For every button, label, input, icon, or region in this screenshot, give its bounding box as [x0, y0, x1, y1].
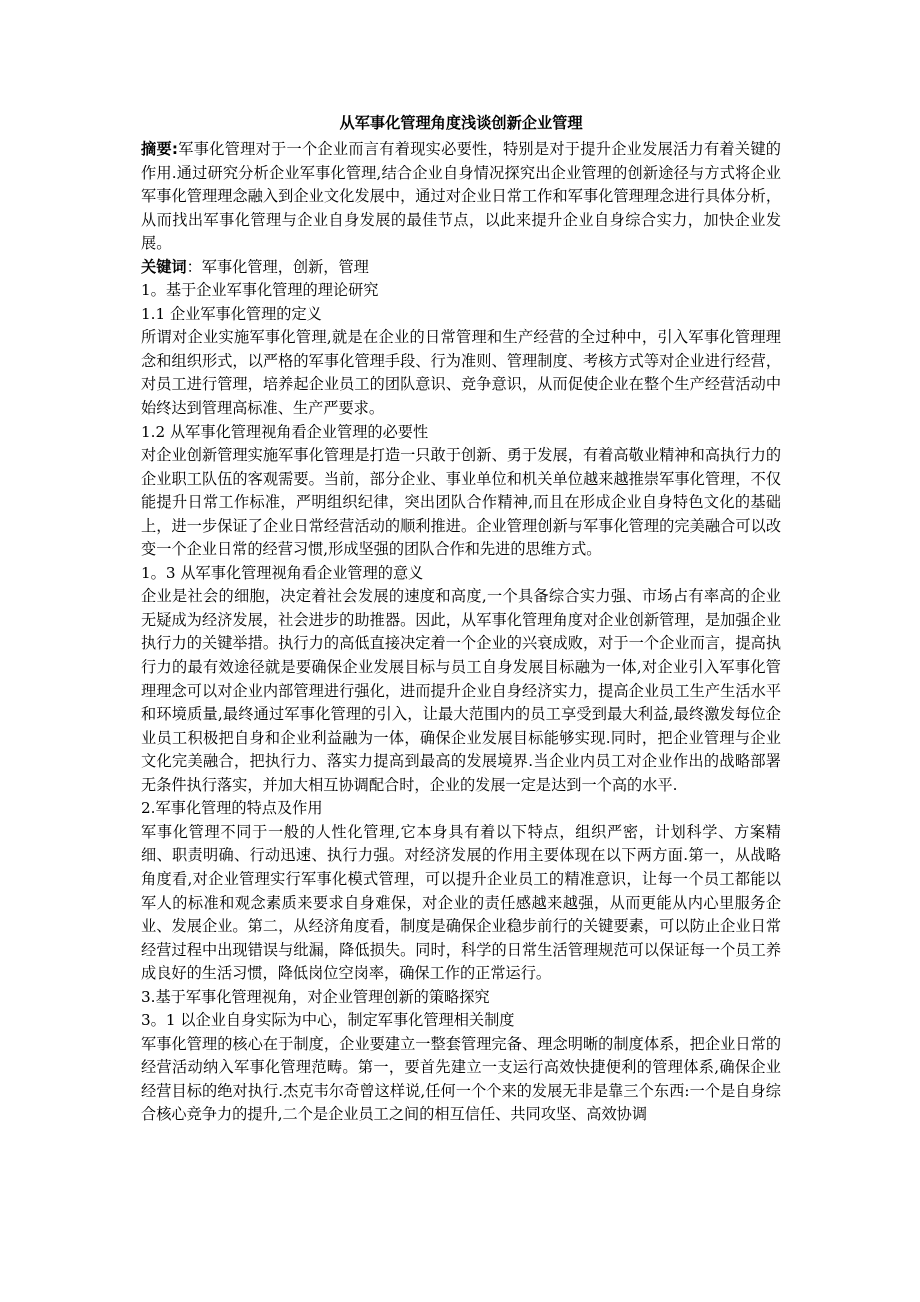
document-title: 从军事化管理角度浅谈创新企业管理	[339, 114, 583, 132]
subsection-heading-1-3: 1。3 从军事化管理视角看企业管理的意义	[141, 563, 424, 582]
paragraph-1-2: 对企业创新管理实施军事化管理是打造一只敢于创新、勇于发展，有着高敬业精神和高执行力的企业职工队伍的客观需要。当前，部分企业、事业单位和机关单位越来越推崇军事化管理，不仅能提升日常工作标准，严明组织纪律，突出团队合作精神,而且在形成企业自身特色文化的基础上，进一步保证了企业日常经营活动的顺利推进。企业管理创新与军事化管理的完美融合可以改变一个企业日常的经营习惯,形成坚强的团队合作和先进的思维方式。	[141, 446, 781, 559]
keywords-text: ：军事化管理，创新，管理	[186, 257, 369, 276]
abstract	[141, 138, 781, 256]
subsection-heading-3-1: 3。1 以企业自身实际为中心，制定军事化管理相关制度	[141, 1011, 515, 1030]
subsection-heading-1-1: 1.1 企业军事化管理的定义	[141, 304, 322, 323]
subsection-heading-1-2: 1.2 从军事化管理视角看企业管理的必要性	[141, 422, 429, 441]
abstract-text: 军事化管理对于一个企业而言有着现实必要性，特别是对于提升企业发展活力有着关键的作用.通过研究分析企业军事化管理,结合企业自身情况探究出企业管理的创新途径与方式将企业军事化管理理念融入到企业文化发展中，通过对企业日常工作和军事化管理理念进行具体分析，从而找出军事化管理与企业自身发展的最佳节点，以此来提升企业自身综合实力，加快企业发展。	[141, 140, 781, 253]
section-heading-3: 3.基于军事化管理视角，对企业管理创新的策略探究	[141, 987, 490, 1006]
section-heading-1: 1。基于企业军事化管理的理论研究	[141, 281, 379, 300]
paragraph-1-1: 所谓对企业实施军事化管理,就是在企业的日常管理和生产经营的全过种中，引入军事化管理理念和组织形式，以严格的军事化管理手段、行为准则、管理制度、考核方式等对企业进行经营，对员工进行管理，培养起企业员工的团队意识、竞争意识，从而促使企业在整个生产经营活动中始终达到管理高标准、生产严要求。	[141, 328, 781, 418]
paragraph-3-1: 军事化管理的核心在于制度，企业要建立一整套管理完备、理念明晰的制度体系，把企业日常的经营活动纳入军事化管理范畴。第一，要首先建立一支运行高效快捷便利的管理体系,确保企业经营目标的绝对执行.杰克韦尔奇曾这样说,任何一个个来的发展无非是靠三个东西:一个是自身综合核心竞争力的提升,二个是企业员工之间的相互信任、共同攻坚、高效协调	[141, 1034, 781, 1124]
document-page	[141, 112, 781, 1127]
paragraph-2: 军事化管理不同于一般的人性化管理,它本身具有着以下特点，组织严密，计划科学、方案精细、职责明确、行动迅速、执行力强。对经济发展的作用主要体现在以下两方面.第一，从战略角度看,对企业管理实行军事化模式管理，可以提升企业员工的精准意识，让每一个员工都能以军人的标准和观念素质来要求自身难保，对企业的责任感越来越强，从而更能从内心里服务企业、发展企业。第二，从经济角度看，制度是确保企业稳步前行的关键要素，可以防止企业日常经营过程中出现错误与纰漏，降低损失。同时，科学的日常生活管理规范可以保证每一个员工养成良好的生活习惯，降低岗位空岗率，确保工作的正常运行。	[141, 822, 781, 983]
keywords-label: 关键词	[141, 257, 187, 276]
section-heading-2: 2.军事化管理的特点及作用	[141, 799, 323, 818]
abstract-label: 摘要:	[141, 140, 178, 158]
paragraph-1-3: 企业是社会的细胞，决定着社会发展的速度和高度,一个具备综合实力强、市场占有率高的企业无疑成为经济发展，社会进步的助推器。因此，从军事化管理角度对企业创新管理，是加强企业执行力的关键举措。执行力的高低直接决定着一个企业的兴衰成败，对于一个企业而言，提高执行力的最有效途径就是要确保企业发展目标与员工自身发展目标融为一体,对企业引入军事化管理理念可以对企业内部管理进行强化，进而提升企业自身经济实力，提高企业员工生产生活水平和环境质量,最终通过军事化管理的引入，让最大范围内的员工享受到最大利益,最终激发每位企业员工积极把自身和企业利益融为一体，确保企业发展目标能够实现.同时，把企业管理与企业文化完美融合，把执行力、落实力提高到最高的发展境界.当企业内员工对企业作出的战略部署无条件执行落实，并加大相互协调配合时，企业的发展一定是达到一个高的水平.	[141, 587, 781, 794]
keywords	[141, 256, 781, 280]
